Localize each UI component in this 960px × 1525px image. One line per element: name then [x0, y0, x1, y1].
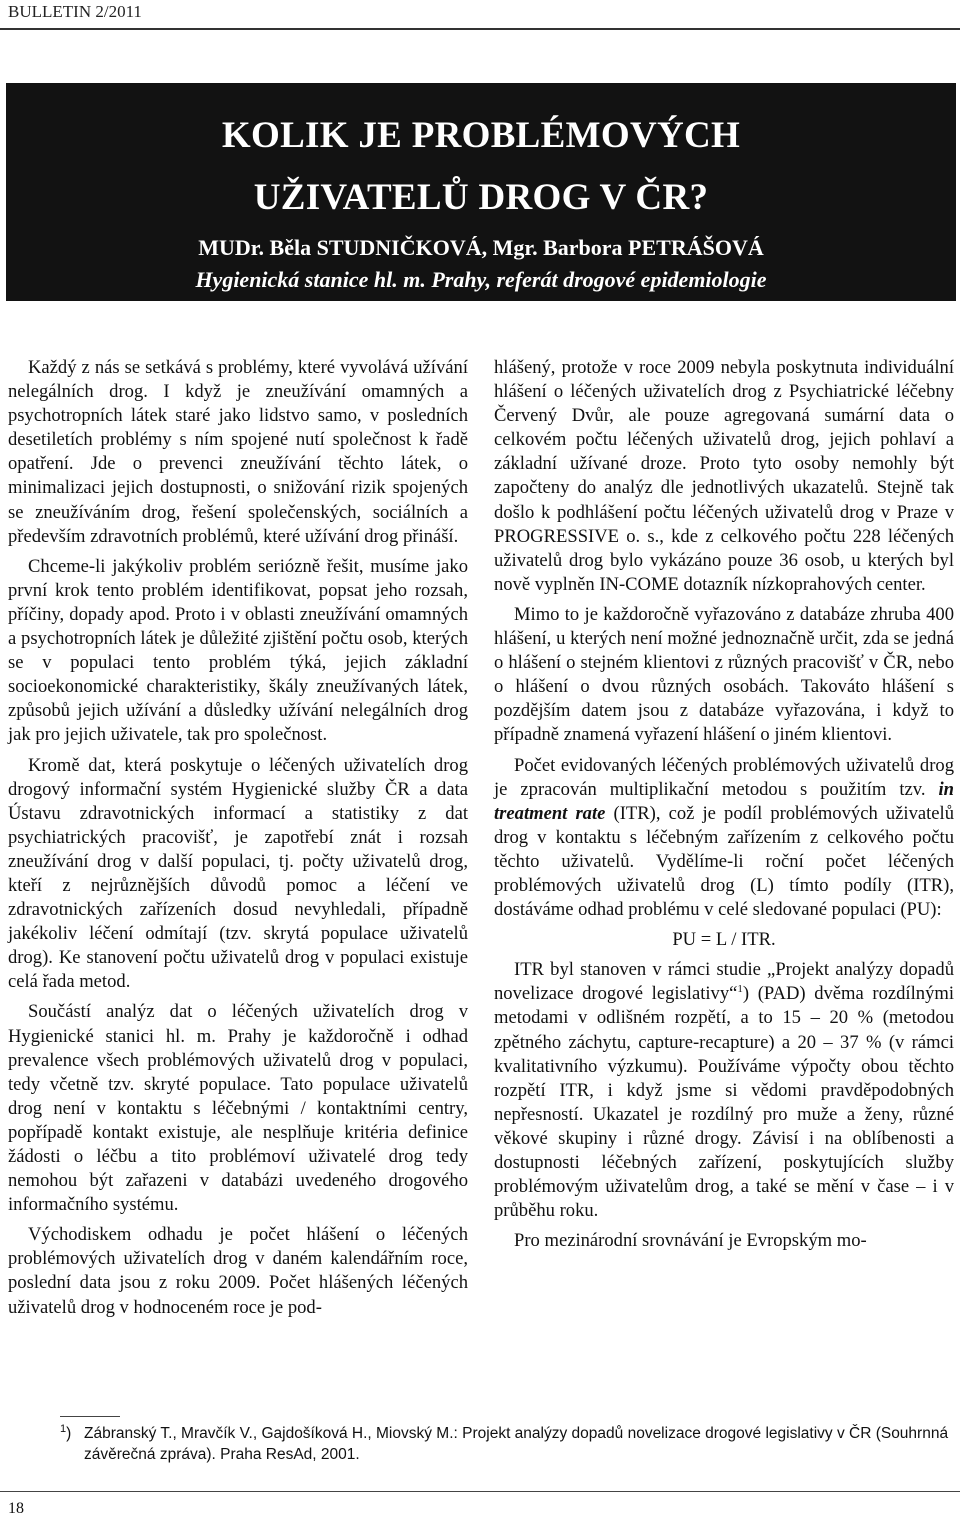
paragraph: Chceme-li jakýkoliv problém seriózně řešit, musíme jako první krok tento problém identifikovat, popsat jeho rozsah, příčiny, dopady apod. Proto i v oblasti zneužívání omamných a psychotropních látek je důležité zjištění počtu osob, kterých se v populaci tento problém týká, jejich základní socioekonomické charakteristiky, škály zneužívaných látek, způsobů jejich užívání a důsledky užívání nelegálních drog jak pro jejich uživatele, tak pro společnost.: [8, 555, 468, 746]
footnote-rule: [60, 1416, 120, 1417]
paragraph: Součástí analýz dat o léčených uživatelích drog v Hygienické stanici hl. m. Prahy je každoročně i odhad prevalence všech problémových uživatelů drog v populaci, tedy včetně tzv. skryté populace. Tato populace uživatelů drog není v kontaktu s léčebnými / kontaktními centry, popřípadě kontakt existuje, ale nesplňuje kritéria definice žádosti o léčbu a tito problémoví uživatelé drog tedy nemohou být zařazeni v databázi uvedeného drogového informačního systému.: [8, 1001, 468, 1216]
left-column: [8, 356, 468, 1320]
authors: MUDr. Běla STUDNIČKOVÁ, Mgr. Barbora PETRÁŠOVÁ: [198, 235, 764, 260]
footnote-reference[interactable]: 1: [737, 983, 743, 996]
paragraph: [494, 754, 954, 923]
bottom-rule: [0, 1491, 960, 1492]
footnote-marker: $^1$): [60, 1422, 72, 1442]
article-title: [6, 105, 956, 229]
paragraph-text: ITR byl stanoven v rámci studie „Projekt analýzy dopadů novelizace drogové legislativy“: [494, 959, 954, 1005]
paragraph-text: ) (PAD) dvěma rozdílnými metodami v odlišném rozpětí, a to 15 – 20 % (metodou zpětného záchytu, capture-recapture) a 20 – 37 % (v rámci kvalitativního výzkumu). Používáme výpočty obou těchto rozpětí ITR, i když jsme si vědomi pravděpodobných nepřesností. Ukazatel je rozdílný pro muže a ženy, různé věkové skupiny i různé drogy. Závisí i na oblíbenosti a dostupnosti léčebných zařízení, poskytujících služby problémovým uživatelům drog, a také se mění v čase – i v průběhu roku.: [494, 983, 954, 1222]
paragraph: hlášený, protože v roce 2009 nebyla poskytnuta individuální hlášení o léčených uživatelích drog z Psychiatrické léčebny Červený Dvůr, ale pouze agregovaná sumární data o celkovém počtu léčených uživatelů drog, jejich pohlaví a základní užívané droze. Proto tyto osoby nemohly být započteny do analýz dle jednotlivých ukazatelů. Stejně tak došlo k podhlášení počtu léčených uživatelů drog v Praze v PROGRESSIVE o. s., kde z celkového počtu 228 léčených uživatelů drog bylo vykázáno pouze 36 osob, u kterých byl nově vyplněn IN-COME dotazník nízkoprahových center.: [494, 357, 954, 595]
paragraph: Každý z nás se setkává s problémy, které vyvolává užívání nelegálních drog. I když je zneužívání omamných a psychotropních látek staré jako lidstvo samo, v posledních desetiletích problémy s ním spojené nutí společnost k řadě opatření. Jde o prevenci zneužívání těchto látek, o minimalizaci jejich dostupnosti, o snižování rizik spojených se zneužíváním drog, řešení společenských, sociálních a především zdravotních problémů, které užívání drog přináší.: [8, 357, 468, 547]
paragraph: Východiskem odhadu je počet hlášení o léčených problémových uživatelích drog v daném kalendářním roce, poslední data jsou z roku 2009. Počet hlášených léčených uživatelů drog v hodnoceném roce je pod-: [8, 1224, 468, 1318]
paragraph: Kromě dat, která poskytuje o léčených uživatelích drog drogový informační systém Hygienické služby ČR a data Ústavu zdravotnických informací a statistiky z dat psychiatrických pracovišť, je zapotřebí znát i rozsah zneužívání drog v další populaci, tj. počty uživatelů drog, kteří z nejrůznějších důvodů pomoc a léčení ve zdravotnických zařízeních dosud nevyhledali, případně jakékoliv léčení odmítají (tzv. skrytá populace uživatelů drog). Ke stanovení počtu uživatelů drog v populaci existuje celá řada metod.: [8, 754, 468, 993]
bulletin-header: BULLETIN 2/2011: [8, 2, 142, 21]
paragraph-text: Počet evidovaných léčených problémových uživatelů drog je zpracován multiplikační metodou s použitím tzv.: [494, 754, 954, 800]
paragraph: [494, 958, 954, 1223]
paragraph: Mimo to je každoročně vyřazováno z databáze zhruba 400 hlášení, u kterých není možné jednoznačně určit, zda se jedná o hlášení o stejném klientovi z různých pracovišť v ČR, nebo o hlášení o dvou různých osobách. Takováto hlášení s pozdějším datem jsou z databáze vyřazována, i když to případně znamená vyřazení hlášení o jiném klientovi.: [494, 603, 954, 746]
footnote-number: 1: [60, 1422, 67, 1435]
top-rule: [0, 28, 960, 30]
title-line-2: UŽIVATELŮ DROG V ČR?: [253, 177, 709, 218]
title-line-1: KOLIK JE PROBLÉMOVÝCH: [221, 115, 741, 156]
footnote: [60, 1423, 950, 1465]
page-number: 18: [8, 1500, 24, 1517]
formula: PU = L / ITR.: [672, 929, 776, 951]
term-in-treatment-rate: in treatment rate: [494, 778, 954, 824]
title-block: [6, 83, 956, 301]
right-column: [494, 356, 954, 1253]
footnote-text: Zábranský T., Mravčík V., Gajdošíková H., Miovský M.: Projekt analýzy dopadů novelizace drogové legislativy v ČR (Souhrnná závěrečná zpráva). Praha ResAd, 2001.: [84, 1425, 949, 1463]
affiliation: Hygienická stanice hl. m. Prahy, referát drogové epidemiologie: [195, 267, 767, 292]
paragraph-text: (ITR), což je podíl problémových uživatelů drog v kontaktu s léčebným zařízením z celkového počtu těchto uživatelů. Vydělíme-li roční počet léčených problémových uživatelů drog (L) tímto podíly (ITR), dostáváme odhad problému v celé sledované populaci (PU):: [494, 802, 954, 921]
paragraph: Pro mezinárodní srovnávání je Evropským mo-: [514, 1230, 867, 1252]
